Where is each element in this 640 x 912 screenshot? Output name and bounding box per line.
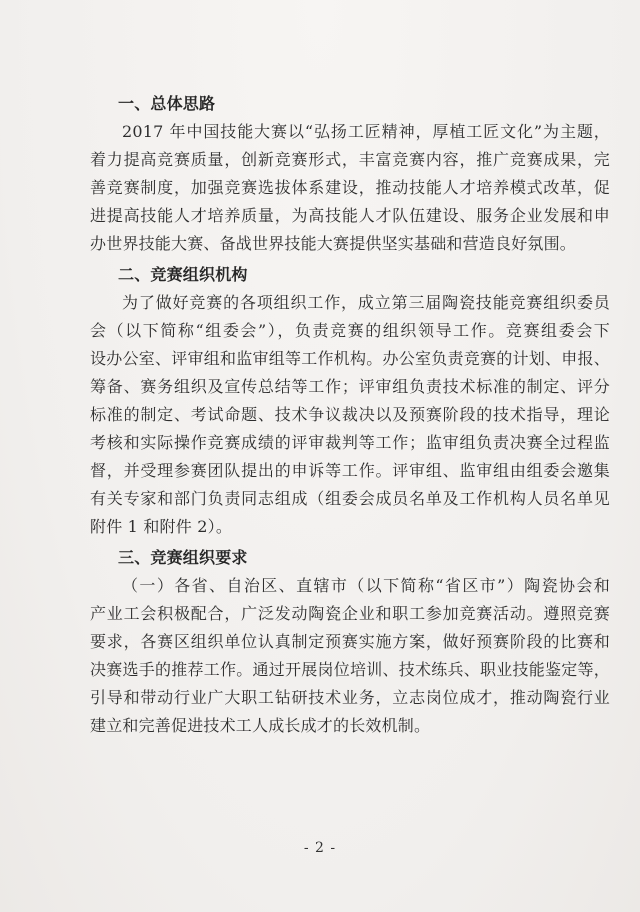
- paragraph: [90, 118, 610, 258]
- page-number: - 2 -: [303, 840, 337, 856]
- document-body: [90, 90, 610, 743]
- text-line: 要求，各赛区组织单位认真制定预赛实施方案，做好预赛阶段的比赛和: [90, 632, 610, 651]
- text-line: 着力提高竞赛质量，创新竞赛形式，丰富竞赛内容，推广竞赛成果，完: [90, 150, 610, 169]
- text-line: 筹备、赛务组织及宣传总结等工作；评审组负责技术标准的制定、评分: [90, 377, 610, 396]
- text-line: 办世界技能大赛、备战世界技能大赛提供坚实基础和营造良好氛围。: [90, 234, 577, 253]
- text-line: 决赛选手的推荐工作。通过开展岗位培训、技术练兵、职业技能鉴定等，: [90, 660, 610, 679]
- text-line: 附件 1 和附件 2）。: [90, 517, 233, 536]
- text-line: 会（以下简称“组委会”），负责竞赛的组织领导工作。竞赛组委会下: [90, 321, 610, 340]
- text-line: 设办公室、评审组和监审组等工作机构。办公室负责竞赛的计划、申报、: [90, 349, 610, 368]
- text-line: 善竞赛制度，加强竞赛选拔体系建设，推动技能人才培养模式改革，促: [90, 178, 610, 197]
- paragraph: [90, 572, 610, 740]
- text-line: 有关专家和部门负责同志组成（组委会成员名单及工作机构人员名单见: [90, 489, 610, 508]
- section-heading: 一、总体思路: [118, 94, 216, 113]
- text-line: 标准的制定、考试命题、技术争议裁决以及预赛阶段的技术指导，理论: [90, 405, 610, 424]
- text-line: 为了做好竞赛的各项组织工作，成立第三届陶瓷技能竞赛组织委员: [122, 293, 610, 312]
- text-line: 建立和完善促进技术工人成长成才的长效机制。: [90, 716, 431, 735]
- text-line: 2017 年中国技能大赛以“弘扬工匠精神，厚植工匠文化”为主题，: [122, 122, 610, 141]
- text-line: 引导和带动行业广大职工钻研技术业务，立志岗位成才，推动陶瓷行业: [90, 688, 610, 707]
- text-line: （一）各省、自治区、直辖市（以下简称“省区市”）陶瓷协会和: [122, 576, 610, 595]
- paragraph: [90, 289, 610, 541]
- text-line: 考核和实际操作竞赛成绩的评审裁判等工作；监审组负责决赛全过程监: [90, 433, 610, 452]
- text-line: 督，并受理参赛团队提出的申诉等工作。评审组、监审组由组委会邀集: [90, 461, 610, 480]
- text-line: 产业工会积极配合，广泛发动陶瓷企业和职工参加竞赛活动。遵照竞赛: [90, 604, 610, 623]
- section-heading: 二、竞赛组织机构: [118, 265, 248, 284]
- section-gap: [90, 740, 610, 743]
- section-heading: 三、竞赛组织要求: [118, 548, 248, 567]
- text-line: 进提高技能人才培养质量，为高技能人才队伍建设、服务企业发展和申: [90, 206, 610, 225]
